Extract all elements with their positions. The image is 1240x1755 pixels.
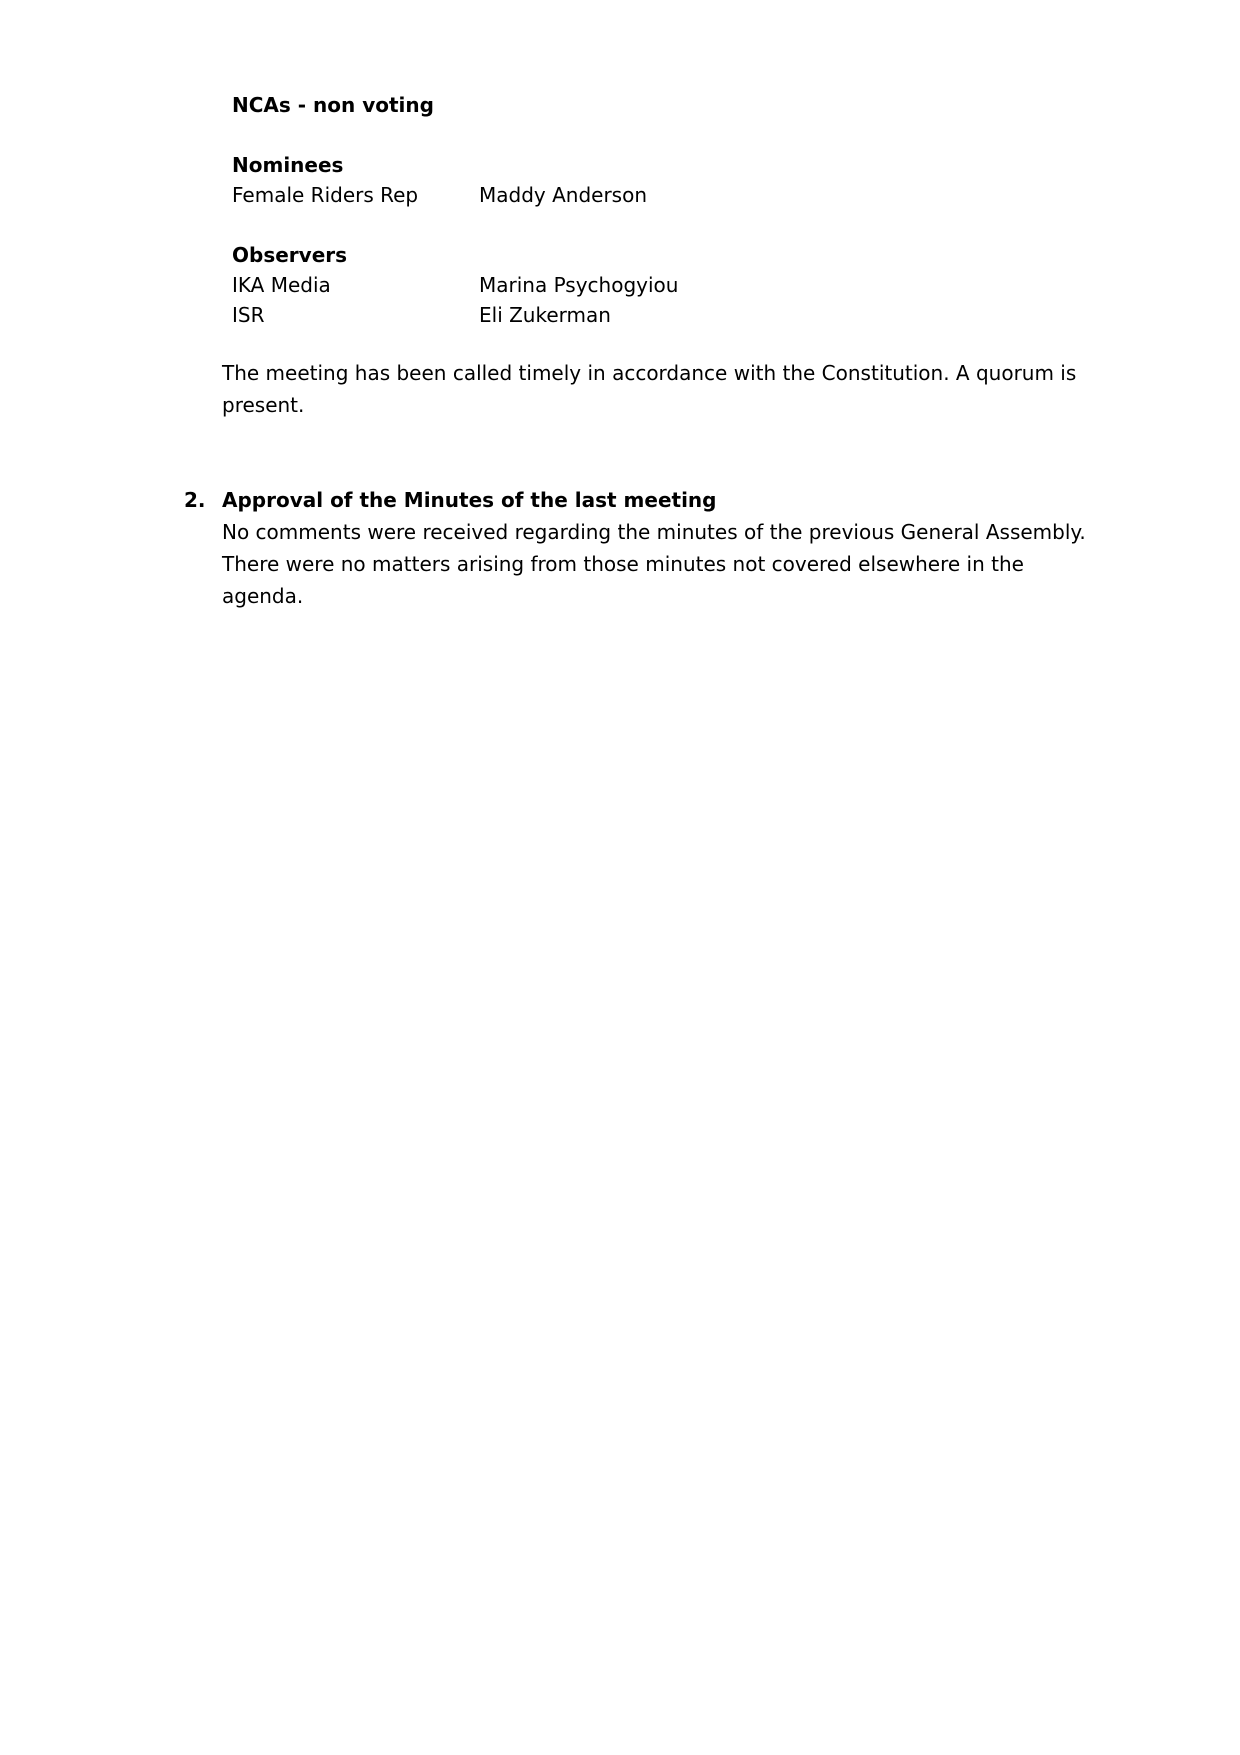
observer-name: Eli Zukerman	[479, 303, 611, 327]
section-title: Approval of the Minutes of the last meeting	[222, 488, 717, 512]
observer-role: ISR	[232, 303, 265, 327]
nominees-heading: Nominees	[232, 153, 344, 177]
observer-role: IKA Media	[232, 273, 331, 297]
section-number: 2.	[184, 488, 206, 512]
ncas-heading: NCAs - non voting	[232, 93, 434, 117]
observers-heading: Observers	[232, 243, 348, 267]
section-body: No comments were received regarding the minutes of the previous General Assembly. There were no matters arising from those minutes not covered elsewhere in the agenda.	[222, 520, 1086, 608]
quorum-paragraph: The meeting has been called timely in accordance with the Constitution. A quorum is present.	[222, 361, 1077, 417]
nominee-name: Maddy Anderson	[479, 183, 648, 207]
observer-name: Marina Psychogyiou	[479, 273, 679, 297]
nominee-role: Female Riders Rep	[232, 183, 419, 207]
